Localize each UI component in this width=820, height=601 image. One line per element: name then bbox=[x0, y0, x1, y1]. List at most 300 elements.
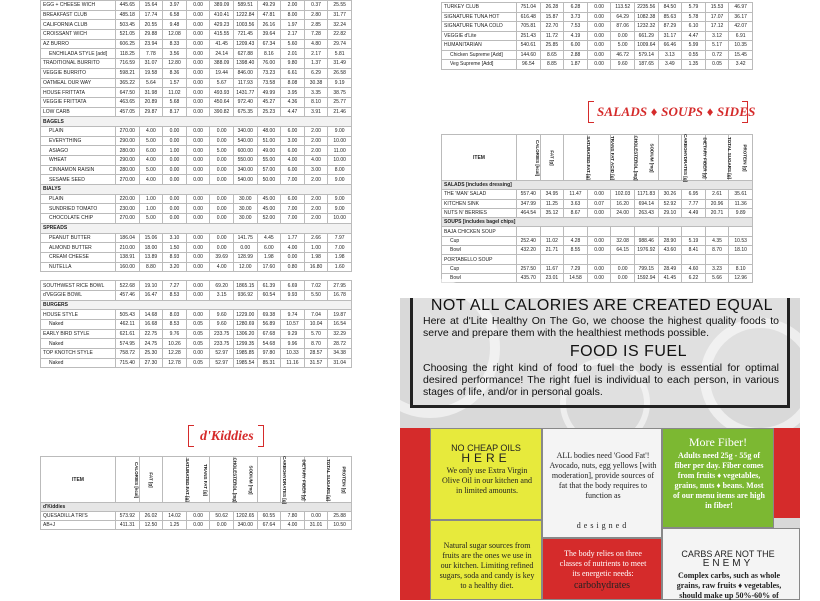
value-cell: 445.65 bbox=[116, 1, 140, 11]
item-header: ITEM bbox=[442, 135, 517, 181]
value-cell: 52.97 bbox=[210, 358, 234, 368]
value-cell: 11.02 bbox=[163, 88, 187, 98]
value-cell bbox=[611, 255, 635, 264]
value-cell: 0.00 bbox=[587, 246, 611, 255]
value-cell: 6.00 bbox=[139, 146, 163, 156]
value-cell: 84.50 bbox=[658, 3, 682, 13]
value-cell: 1592.94 bbox=[634, 273, 658, 282]
item-name-cell: AZ BURRO bbox=[41, 39, 116, 49]
value-cell: 35.61 bbox=[729, 190, 753, 199]
value-cell: 0.00 bbox=[186, 1, 210, 11]
value-cell: 85.63 bbox=[658, 12, 682, 22]
value-cell: 25.77 bbox=[328, 97, 352, 107]
value-cell: 365.22 bbox=[116, 78, 140, 88]
value-cell: 0.00 bbox=[163, 214, 187, 224]
value-cell bbox=[517, 255, 541, 264]
value-cell bbox=[540, 255, 564, 264]
value-cell: 522.68 bbox=[116, 281, 140, 291]
value-cell: 18.00 bbox=[139, 243, 163, 253]
value-cell: 25.23 bbox=[257, 107, 281, 117]
value-cell: 4.47 bbox=[682, 31, 706, 41]
value-cell: 26.28 bbox=[540, 3, 564, 13]
value-cell: 30.00 bbox=[233, 214, 257, 224]
value-cell: 50.00 bbox=[257, 175, 281, 185]
value-cell bbox=[634, 227, 658, 236]
value-cell: 29.74 bbox=[328, 39, 352, 49]
value-cell: 0.00 bbox=[186, 175, 210, 185]
fat-tail: designed bbox=[576, 521, 630, 530]
value-cell: 799.15 bbox=[634, 264, 658, 273]
value-cell: 15.64 bbox=[139, 1, 163, 11]
table-row bbox=[41, 214, 352, 224]
value-cell: 716.59 bbox=[116, 59, 140, 69]
value-cell: 9.00 bbox=[328, 204, 352, 214]
table-row bbox=[442, 190, 753, 199]
value-cell: 0.00 bbox=[186, 194, 210, 204]
value-cell: 39.69 bbox=[210, 252, 234, 262]
value-cell: 1.60 bbox=[328, 262, 352, 272]
table-row bbox=[41, 290, 352, 300]
value-cell: 42.07 bbox=[729, 22, 753, 32]
value-cell: 6.00 bbox=[281, 146, 305, 156]
value-cell: 1232.32 bbox=[634, 22, 658, 32]
value-cell: 9.60 bbox=[210, 320, 234, 330]
nutrition-table-breakfast bbox=[40, 0, 352, 368]
table-row bbox=[41, 146, 352, 156]
item-name-cell: AB+J bbox=[41, 521, 116, 530]
value-cell: 0.00 bbox=[210, 243, 234, 253]
value-cell: 8.65 bbox=[540, 50, 564, 60]
value-cell: 0.00 bbox=[163, 136, 187, 146]
value-cell: 1299.35 bbox=[233, 339, 257, 349]
value-cell: 0.00 bbox=[587, 12, 611, 22]
salads-heading: SALADS ♦ SOUPS ♦ SIDES bbox=[597, 104, 756, 119]
value-cell: 9.96 bbox=[281, 339, 305, 349]
column-header-label: SATURATED FAT [g] bbox=[585, 135, 591, 180]
value-cell: 3.10 bbox=[163, 233, 187, 243]
value-cell: 87.06 bbox=[611, 22, 635, 32]
value-cell: 187.65 bbox=[634, 60, 658, 70]
value-cell: 0.05 bbox=[186, 339, 210, 349]
enemy-title-2: ENEMY bbox=[702, 558, 754, 569]
value-cell: 49.99 bbox=[257, 88, 281, 98]
fiber-body: Adults need 25g - 55g of fiber per day. Fiber comes from fruits ♦ vegetables, grains, nuts ♦ beans. Most of our menu items are high in fiber! bbox=[673, 451, 765, 510]
value-cell: 69.38 bbox=[257, 310, 281, 320]
value-cell: 411.31 bbox=[116, 521, 140, 530]
item-name-cell: EGG + CHEESE WICH bbox=[41, 1, 116, 11]
value-cell: 661.29 bbox=[634, 31, 658, 41]
value-cell: 540.00 bbox=[233, 136, 257, 146]
item-name-cell: HOUSE STYLE bbox=[41, 310, 116, 320]
value-cell: 1.00 bbox=[139, 194, 163, 204]
promo-paragraph-fuel: Choosing the right kind of food to fuel the body is essential for optimal desired performance! The right fuel is individual to each person, in various stages of life, and/or in personal goals. bbox=[423, 362, 779, 398]
item-name-cell: Cup bbox=[442, 264, 517, 273]
value-cell: 464.54 bbox=[517, 208, 541, 217]
value-cell: 0.00 bbox=[186, 10, 210, 20]
section-cell: d'Kiddies bbox=[41, 503, 352, 512]
item-header: ITEM bbox=[41, 457, 116, 503]
value-cell: 9.60 bbox=[210, 310, 234, 320]
table-row bbox=[41, 59, 352, 69]
value-cell: 60.55 bbox=[257, 512, 281, 521]
value-cell: 16.68 bbox=[139, 320, 163, 330]
puzzle-piece-enemy bbox=[662, 528, 800, 600]
value-cell: 1009.64 bbox=[634, 41, 658, 51]
column-header-label: SATURATED FAT [g] bbox=[184, 457, 190, 502]
value-cell: 25.30 bbox=[139, 349, 163, 359]
item-name-cell: PEANUT BUTTER bbox=[41, 233, 116, 243]
value-cell bbox=[540, 227, 564, 236]
value-cell: 0.00 bbox=[186, 262, 210, 272]
kiddies-bracket-right bbox=[258, 425, 264, 447]
value-cell: 6.58 bbox=[163, 10, 187, 20]
value-cell: 52.00 bbox=[257, 214, 281, 224]
table-row bbox=[41, 136, 352, 146]
value-cell: 7.29 bbox=[564, 264, 588, 273]
value-cell: 3.97 bbox=[163, 1, 187, 11]
value-cell: 11.67 bbox=[540, 264, 564, 273]
value-cell: 521.05 bbox=[116, 30, 140, 40]
item-name-cell: TOP KNOTCH STYLE bbox=[41, 349, 116, 359]
value-cell: 432.20 bbox=[517, 246, 541, 255]
kiddies-bracket-left bbox=[188, 425, 194, 447]
value-cell: 28.90 bbox=[658, 236, 682, 245]
table-row bbox=[41, 165, 352, 175]
value-cell: 67.34 bbox=[257, 39, 281, 49]
value-cell: 20.71 bbox=[705, 208, 729, 217]
value-cell: 6.00 bbox=[257, 243, 281, 253]
value-cell: 128.99 bbox=[233, 252, 257, 262]
value-cell: 0.00 bbox=[186, 281, 210, 291]
value-cell: 4.35 bbox=[705, 236, 729, 245]
value-cell: 23.01 bbox=[540, 273, 564, 282]
value-cell: 505.43 bbox=[116, 310, 140, 320]
column-header-label: CHOLESTEROL [mg] bbox=[232, 457, 238, 502]
value-cell: 12.50 bbox=[139, 521, 163, 530]
value-cell: 550.00 bbox=[233, 156, 257, 166]
value-cell: 0.00 bbox=[186, 252, 210, 262]
value-cell: 10.33 bbox=[281, 349, 305, 359]
table-row bbox=[41, 349, 352, 359]
value-cell: 61.39 bbox=[257, 281, 281, 291]
value-cell: 4.00 bbox=[304, 156, 328, 166]
value-cell: 49.29 bbox=[257, 1, 281, 11]
fat-body: ALL bodies need 'Good Fat'! Avocado, nuts, egg yellows [with moderation], provide sources of fat that the body requires to function as bbox=[549, 451, 657, 500]
value-cell: 17.74 bbox=[139, 10, 163, 20]
value-cell: 12.08 bbox=[163, 30, 187, 40]
value-cell: 598.21 bbox=[116, 68, 140, 78]
table-row bbox=[41, 223, 352, 233]
value-cell: 5.60 bbox=[281, 39, 305, 49]
puzzle-piece-sugar bbox=[430, 520, 542, 600]
value-cell: 8.53 bbox=[163, 290, 187, 300]
value-cell: 2.00 bbox=[304, 175, 328, 185]
table-row bbox=[41, 117, 352, 127]
value-cell: 23.94 bbox=[139, 39, 163, 49]
value-cell: 8.80 bbox=[139, 262, 163, 272]
value-cell: 3.13 bbox=[658, 50, 682, 60]
value-cell: 0.00 bbox=[186, 136, 210, 146]
value-cell: 0.00 bbox=[163, 175, 187, 185]
value-cell: 606.25 bbox=[116, 39, 140, 49]
value-cell: 0.05 bbox=[186, 358, 210, 368]
value-cell: 10.53 bbox=[729, 236, 753, 245]
item-name-cell: CALIFORNIA CLUB bbox=[41, 20, 116, 30]
table-row bbox=[442, 273, 753, 282]
value-cell: 0.00 bbox=[186, 512, 210, 521]
column-header-label: TRANS FAT [g] bbox=[202, 463, 208, 496]
value-cell: 76.00 bbox=[257, 59, 281, 69]
value-cell: 14.02 bbox=[163, 512, 187, 521]
value-cell bbox=[517, 227, 541, 236]
value-cell: 50.62 bbox=[210, 512, 234, 521]
value-cell bbox=[634, 255, 658, 264]
carbs-highlight: carbohydrates bbox=[573, 580, 631, 591]
value-cell bbox=[564, 227, 588, 236]
value-cell: 2.00 bbox=[304, 146, 328, 156]
item-name-cell: Bowl bbox=[442, 246, 517, 255]
value-cell bbox=[658, 227, 682, 236]
value-cell: 2.00 bbox=[304, 204, 328, 214]
value-cell: 8.00 bbox=[281, 10, 305, 20]
value-cell: 0.00 bbox=[611, 273, 635, 282]
value-cell: 621.61 bbox=[116, 329, 140, 339]
column-header-label: CARBOHYDRATES [g] bbox=[281, 455, 287, 504]
value-cell: 0.05 bbox=[186, 320, 210, 330]
value-cell: 9.60 bbox=[611, 60, 635, 70]
salads-bracket-left bbox=[588, 101, 594, 123]
value-cell: 0.00 bbox=[186, 107, 210, 117]
item-name-cell: EVERYTHING bbox=[41, 136, 116, 146]
value-cell: 0.00 bbox=[163, 165, 187, 175]
value-cell: 56.89 bbox=[257, 320, 281, 330]
value-cell: 758.72 bbox=[116, 349, 140, 359]
value-cell: 5.17 bbox=[705, 41, 729, 51]
value-cell: 450.64 bbox=[210, 97, 234, 107]
category-cell: BIALYS bbox=[41, 185, 352, 195]
value-cell: 616.48 bbox=[517, 12, 541, 22]
value-cell: 0.00 bbox=[163, 194, 187, 204]
value-cell: 39.64 bbox=[257, 30, 281, 40]
value-cell: 4.00 bbox=[139, 175, 163, 185]
value-cell: 41.45 bbox=[210, 39, 234, 49]
table-row bbox=[41, 243, 352, 253]
value-cell: 28.49 bbox=[658, 264, 682, 273]
column-header-label: CHOLESTEROL [mg] bbox=[633, 135, 639, 180]
value-cell: 5.50 bbox=[304, 290, 328, 300]
value-cell: 7.97 bbox=[328, 233, 352, 243]
value-cell: 11.00 bbox=[328, 146, 352, 156]
value-cell: 29.88 bbox=[139, 30, 163, 40]
item-name-cell: TURKEY CLUB bbox=[442, 3, 517, 13]
value-cell: 28.57 bbox=[304, 349, 328, 359]
value-cell: 1976.92 bbox=[634, 246, 658, 255]
item-name-cell: BAJA CHICKEN SOUP bbox=[442, 227, 517, 236]
value-cell: 31.57 bbox=[304, 358, 328, 368]
value-cell: 30.00 bbox=[233, 204, 257, 214]
value-cell: 1306.20 bbox=[233, 329, 257, 339]
table-row bbox=[41, 126, 352, 136]
item-name-cell: Naked bbox=[41, 320, 116, 330]
value-cell: 0.00 bbox=[186, 310, 210, 320]
value-cell: 5.64 bbox=[139, 78, 163, 88]
table-row bbox=[41, 78, 352, 88]
value-cell: 9.00 bbox=[328, 175, 352, 185]
value-cell: 8.00 bbox=[328, 165, 352, 175]
value-cell: 0.00 bbox=[587, 50, 611, 60]
value-cell: 715.40 bbox=[116, 358, 140, 368]
column-header-label: CALORIES [kcal] bbox=[535, 139, 541, 176]
item-name-cell: BREAKFAST CLUB bbox=[41, 10, 116, 20]
value-cell: 21.71 bbox=[540, 246, 564, 255]
table-row bbox=[41, 512, 352, 521]
value-cell: 8.53 bbox=[163, 320, 187, 330]
column-header-label: DIETARY FIBER [g] bbox=[301, 459, 307, 500]
item-name-cell: ASIAGO bbox=[41, 146, 116, 156]
value-cell: 46.72 bbox=[611, 50, 635, 60]
value-cell: 0.00 bbox=[210, 521, 234, 530]
value-cell: 0.00 bbox=[186, 88, 210, 98]
table-row bbox=[442, 3, 753, 13]
value-cell: 9.76 bbox=[163, 329, 187, 339]
value-cell: 66.46 bbox=[658, 41, 682, 51]
value-cell: 9.29 bbox=[281, 329, 305, 339]
value-cell: 0.00 bbox=[210, 136, 234, 146]
salads-bracket-right bbox=[742, 101, 748, 123]
value-cell: 1171.83 bbox=[634, 190, 658, 199]
item-name-cell: CROISSANT WICH bbox=[41, 30, 116, 40]
value-cell: 31.01 bbox=[304, 521, 328, 530]
value-cell: 3.12 bbox=[705, 31, 729, 41]
value-cell: 0.00 bbox=[587, 208, 611, 217]
value-cell: 31.49 bbox=[328, 59, 352, 69]
value-cell: 721.45 bbox=[233, 30, 257, 40]
value-cell: 7.02 bbox=[304, 281, 328, 291]
value-cell: 210.00 bbox=[116, 243, 140, 253]
value-cell: 15.87 bbox=[540, 12, 564, 22]
table-row bbox=[442, 218, 753, 227]
puzzle-piece-carbs bbox=[542, 538, 662, 600]
column-header-label: PROTEIN [g] bbox=[742, 144, 748, 171]
item-name-cell: CHOCOLATE CHIP bbox=[41, 214, 116, 224]
value-cell: 10.04 bbox=[304, 320, 328, 330]
value-cell: 6.22 bbox=[682, 273, 706, 282]
item-name-cell: WHEAT bbox=[41, 156, 116, 166]
value-cell: 30.00 bbox=[233, 194, 257, 204]
value-cell: 26.58 bbox=[328, 68, 352, 78]
value-cell: 0.80 bbox=[281, 262, 305, 272]
enemy-body: Complex carbs, such as whole grains, raw fruits ♦ vegetables, should make up 50%-60% of bbox=[676, 571, 782, 600]
value-cell: 0.00 bbox=[587, 41, 611, 51]
value-cell: 5.00 bbox=[139, 214, 163, 224]
value-cell: 6.00 bbox=[281, 194, 305, 204]
category-cell: SPREADS bbox=[41, 223, 352, 233]
value-cell: 429.23 bbox=[210, 20, 234, 30]
table-row bbox=[442, 227, 753, 236]
value-cell bbox=[587, 227, 611, 236]
item-name-cell: KITCHEN SINK bbox=[442, 199, 517, 208]
value-cell: 6.28 bbox=[564, 3, 588, 13]
value-cell: 220.00 bbox=[116, 194, 140, 204]
value-cell: 0.00 bbox=[587, 264, 611, 273]
column-header bbox=[658, 133, 688, 182]
value-cell: 0.00 bbox=[304, 512, 328, 521]
value-cell bbox=[611, 227, 635, 236]
value-cell: 1.98 bbox=[257, 252, 281, 262]
value-cell: 0.00 bbox=[233, 243, 257, 253]
table-row bbox=[41, 30, 352, 40]
value-cell: 118.25 bbox=[116, 49, 140, 59]
value-cell: 3.20 bbox=[163, 262, 187, 272]
enemy-title-1: CARBS ARE NOT THE bbox=[681, 549, 775, 559]
value-cell: 1865.15 bbox=[233, 281, 257, 291]
table-row bbox=[41, 107, 352, 117]
value-cell: 10.00 bbox=[328, 156, 352, 166]
item-name-cell: Veg Supreme [Add] bbox=[442, 60, 517, 70]
value-cell: 0.00 bbox=[210, 233, 234, 243]
value-cell: 280.00 bbox=[116, 165, 140, 175]
value-cell: 1.37 bbox=[304, 59, 328, 69]
value-cell: 2.01 bbox=[281, 49, 305, 59]
value-cell: 415.55 bbox=[210, 30, 234, 40]
value-cell: 540.00 bbox=[233, 175, 257, 185]
value-cell: 27.95 bbox=[328, 281, 352, 291]
value-cell: 35.12 bbox=[540, 208, 564, 217]
value-cell: 16.20 bbox=[611, 199, 635, 208]
value-cell: 5.78 bbox=[682, 12, 706, 22]
value-cell: 493.93 bbox=[210, 88, 234, 98]
value-cell bbox=[682, 255, 706, 264]
value-cell: 1.98 bbox=[304, 252, 328, 262]
value-cell: 0.00 bbox=[587, 3, 611, 13]
value-cell: 0.00 bbox=[163, 204, 187, 214]
value-cell: 12.28 bbox=[163, 349, 187, 359]
value-cell: 8.10 bbox=[304, 97, 328, 107]
table-row bbox=[41, 320, 352, 330]
table-row bbox=[41, 204, 352, 214]
value-cell: 0.07 bbox=[587, 199, 611, 208]
item-name-cell: NUTS N' BERRIES bbox=[442, 208, 517, 217]
promo-panel bbox=[400, 298, 800, 600]
item-name-cell: SIGNATURE TUNA HOT bbox=[442, 12, 517, 22]
value-cell: 38.75 bbox=[328, 88, 352, 98]
value-cell: 10.26 bbox=[163, 339, 187, 349]
value-cell: 2.17 bbox=[281, 30, 305, 40]
kiddies-heading: d'Kiddies bbox=[200, 429, 254, 444]
puzzle-piece-red-left bbox=[400, 428, 430, 600]
value-cell: 1.97 bbox=[281, 20, 305, 30]
nutrition-table-salads bbox=[441, 134, 753, 283]
value-cell: 4.80 bbox=[304, 39, 328, 49]
value-cell: 6.00 bbox=[564, 41, 588, 51]
value-cell bbox=[729, 227, 753, 236]
value-cell: 3.15 bbox=[210, 290, 234, 300]
value-cell: 2.00 bbox=[304, 136, 328, 146]
table-row bbox=[442, 246, 753, 255]
column-header-label: DIETARY FIBER [g] bbox=[702, 137, 708, 178]
value-cell: 24.75 bbox=[139, 339, 163, 349]
puzzle-piece-fat bbox=[542, 428, 662, 538]
value-cell: 0.00 bbox=[186, 146, 210, 156]
value-cell: 8.55 bbox=[564, 246, 588, 255]
value-cell: 1398.40 bbox=[233, 59, 257, 69]
value-cell: 12.96 bbox=[729, 273, 753, 282]
value-cell: 485.18 bbox=[116, 10, 140, 20]
value-cell: 457.05 bbox=[116, 107, 140, 117]
value-cell: 16.47 bbox=[139, 290, 163, 300]
table-row bbox=[41, 68, 352, 78]
nutrition-table-kiddies bbox=[40, 456, 352, 530]
